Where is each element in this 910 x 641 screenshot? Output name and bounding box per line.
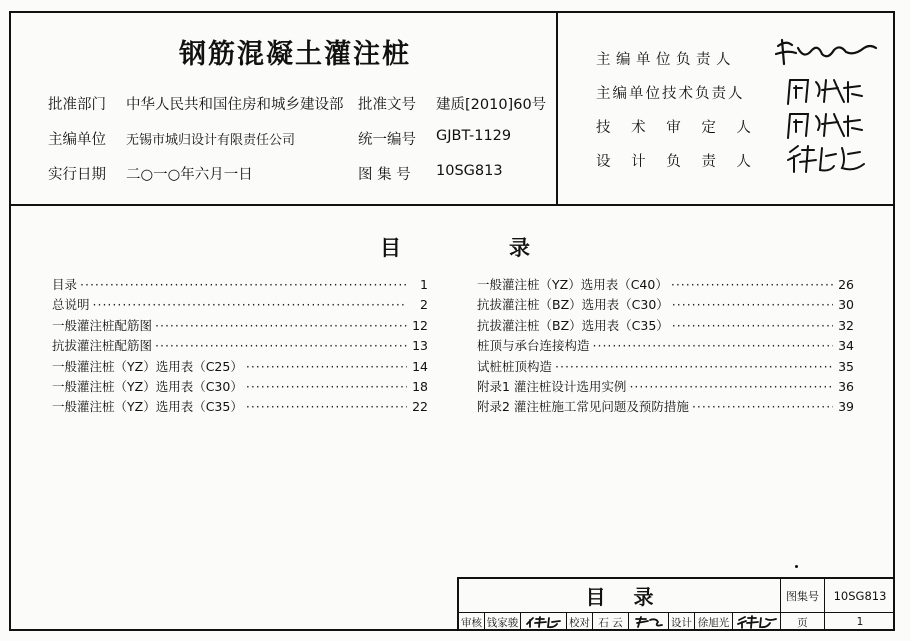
- toc-item[interactable]: [52, 275, 428, 295]
- leader-dots: [671, 277, 833, 292]
- effective-date-value: 二○一○年六月一日: [126, 167, 253, 183]
- role-design-head: 设 计 负 责 人: [596, 154, 759, 170]
- toc-heading-left: 目: [380, 236, 401, 260]
- toc-item-title: 附录1 灌注桩设计选用实例: [477, 378, 627, 394]
- toc-item[interactable]: [52, 377, 428, 397]
- page-label: 页: [781, 613, 825, 631]
- approval-dept-value: 中华人民共和国住房和城乡建设部: [126, 97, 344, 113]
- toc-item-title: 抗拔灌注桩（BZ）选用表（C35）: [477, 317, 669, 333]
- signature-2: [782, 74, 872, 108]
- approval-dept-label: 批准部门: [48, 97, 106, 113]
- toc-item-title: 试桩桩顶构造: [477, 358, 553, 374]
- toc-item[interactable]: [477, 316, 854, 336]
- design-signature: [733, 613, 781, 631]
- leader-dots: [629, 379, 833, 394]
- toc-item-title: 一般灌注桩配筋图: [52, 317, 153, 333]
- stray-dot: [795, 565, 798, 568]
- unified-number-label: 统一编号: [358, 132, 416, 148]
- approval-no-label: 批准文号: [358, 97, 416, 113]
- toc-item[interactable]: [52, 357, 428, 377]
- toc-item-page: 22: [412, 399, 428, 415]
- chief-editor-label: 主编单位: [48, 132, 106, 148]
- toc-item-page: 32: [838, 317, 854, 333]
- toc-item-title: 目录: [52, 277, 78, 292]
- page-value: 1: [856, 616, 864, 628]
- toc-item[interactable]: [477, 295, 854, 315]
- leader-dots: [246, 359, 407, 374]
- toc-item-page: 36: [838, 378, 854, 394]
- title-block: [457, 577, 895, 631]
- leader-dots: [93, 297, 407, 312]
- signature-1: [772, 36, 882, 70]
- header-divider: [9, 204, 895, 206]
- review-label: 审核: [459, 613, 485, 631]
- toc-item-page: 14: [412, 358, 428, 374]
- toc-item-page: 39: [838, 399, 854, 415]
- toc-item[interactable]: [477, 377, 854, 397]
- toc-item-page: 30: [838, 297, 854, 313]
- toc-item[interactable]: [477, 336, 854, 356]
- toc-item-title: 抗拔灌注桩配筋图: [52, 338, 153, 354]
- toc-item-title: 桩顶与承台连接构造: [477, 338, 590, 354]
- header-vertical-divider: [556, 11, 558, 205]
- design-label: 设计: [669, 613, 695, 631]
- atlas-number-value: 10SG813: [436, 163, 503, 179]
- toc-right-column: [477, 275, 854, 418]
- approval-no-value: 建质[2010]60号: [436, 97, 547, 113]
- atlas-number-label: 图 集 号: [358, 167, 411, 183]
- toc-item-page: 35: [838, 358, 854, 374]
- toc-item[interactable]: [477, 357, 854, 377]
- toc-item[interactable]: [52, 316, 428, 336]
- toc-item[interactable]: [477, 397, 854, 417]
- toc-item-page: 12: [412, 317, 428, 333]
- toc-heading-right: 录: [509, 236, 530, 260]
- toc-item-title: 抗拔灌注桩（BZ）选用表（C30）: [477, 297, 669, 313]
- leader-dots: [155, 318, 407, 333]
- chief-editor-value: 无锡市城归设计有限责任公司: [126, 133, 296, 148]
- toc-item-title: 附录2 灌注桩施工常见问题及预防措施: [477, 399, 689, 415]
- toc-item-title: 总说明: [52, 297, 90, 313]
- title-block-title: 目录: [459, 579, 781, 613]
- review-signature: [521, 613, 567, 631]
- toc-item[interactable]: [52, 336, 428, 356]
- effective-date-label: 实行日期: [48, 167, 106, 183]
- signature-3: [782, 108, 872, 142]
- leader-dots: [672, 318, 833, 333]
- toc-item-page: 2: [420, 297, 428, 313]
- toc-left-column: [52, 275, 428, 418]
- role-chief-tech-head: 主编单位技术负责人: [596, 86, 745, 102]
- role-tech-reviewer: 技 术 审 定 人: [596, 120, 759, 136]
- leader-dots: [692, 399, 833, 414]
- document-title: 钢筋混凝土灌注桩: [179, 39, 411, 70]
- role-chief-unit-head: 主编单位负责人: [596, 52, 736, 68]
- leader-dots: [155, 338, 407, 353]
- toc-item-title: 一般灌注桩（YZ）选用表（C25）: [52, 358, 243, 374]
- review-name: 钱家骏: [485, 613, 521, 631]
- leader-dots: [246, 379, 407, 394]
- check-name: 石 云: [593, 613, 629, 631]
- leader-dots: [80, 277, 407, 292]
- toc-item[interactable]: [477, 275, 854, 295]
- toc-item-page: 26: [838, 277, 854, 292]
- toc-item-page: 18: [412, 378, 428, 394]
- design-name: 徐旭光: [695, 613, 733, 631]
- toc-item-page: 13: [412, 338, 428, 354]
- check-signature: [629, 613, 669, 631]
- leader-dots: [555, 359, 833, 374]
- toc-item[interactable]: [52, 295, 428, 315]
- leader-dots: [246, 399, 407, 414]
- unified-number-value: GJBT-1129: [436, 128, 512, 144]
- toc-item-title: 一般灌注桩（YZ）选用表（C40）: [477, 277, 668, 292]
- toc-item-title: 一般灌注桩（YZ）选用表（C35）: [52, 399, 243, 415]
- title-block-atlas-label: 图集号: [781, 579, 825, 613]
- check-label: 校对: [567, 613, 593, 631]
- leader-dots: [672, 297, 833, 312]
- toc-item-title: 一般灌注桩（YZ）选用表（C30）: [52, 378, 243, 394]
- toc-item-page: 1: [420, 277, 428, 292]
- toc-heading: [380, 232, 530, 262]
- toc-item[interactable]: [52, 397, 428, 417]
- leader-dots: [593, 338, 833, 353]
- signature-4: [784, 142, 874, 176]
- title-block-atlas-value: 10SG813: [825, 579, 895, 613]
- toc-item-page: 34: [838, 338, 854, 354]
